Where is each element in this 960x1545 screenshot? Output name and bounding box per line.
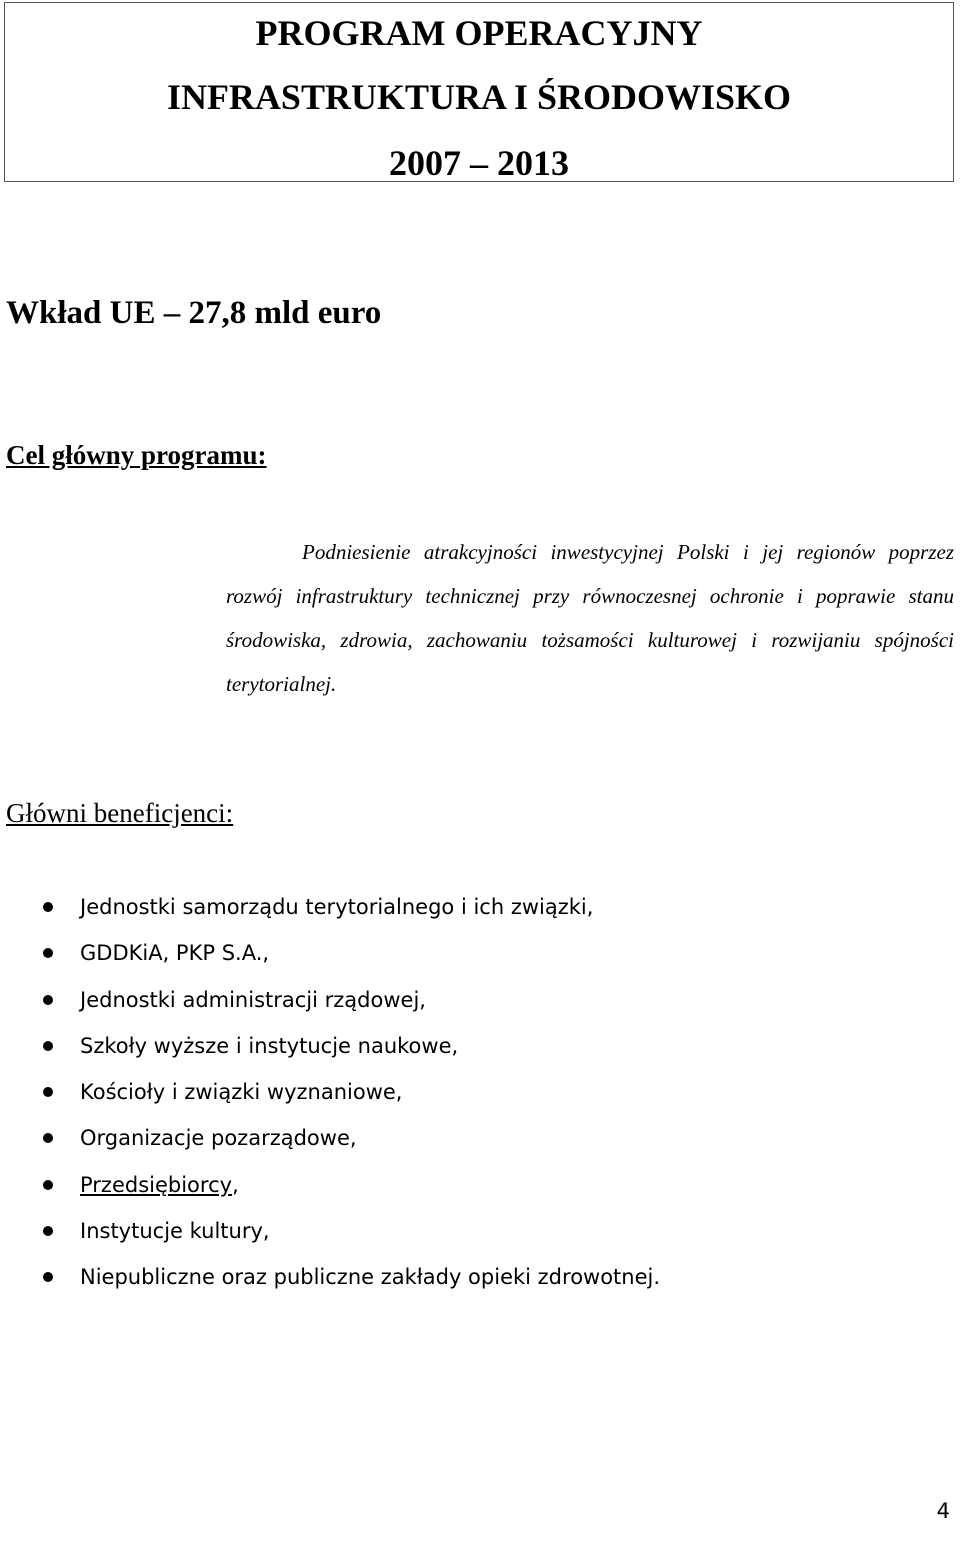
list-item-suffix: , [232, 1172, 239, 1197]
list-item [0, 1208, 660, 1254]
bullet-icon [43, 995, 53, 1005]
beneficiaries-heading: Główni beneficjenci: [6, 798, 234, 828]
goal-heading: Cel główny programu: [6, 440, 267, 470]
list-item-label: Niepubliczne oraz publiczne zakłady opieki zdrowotnej. [80, 1265, 661, 1290]
goal-text: Podniesienie atrakcyjności inwestycyjnej Polski i jej regionów poprzez rozwój infrastruktury technicznej przy równoczesnej ochronie i poprawie stanu środowiska, zdrowia, zachowaniu tożsamości kulturowej i rozwijaniu spójności terytorialnej. [226, 540, 954, 696]
list-item [0, 1162, 660, 1208]
list-item-label: Kościoły i związki wyznaniowe, [80, 1080, 403, 1105]
list-item [0, 1254, 660, 1300]
list-item-label: Jednostki samorządu terytorialnego i ich związki, [80, 895, 594, 919]
list-item [0, 1115, 660, 1161]
bullet-icon [43, 902, 53, 912]
list-item [0, 930, 660, 976]
bullet-icon [43, 1180, 53, 1190]
bullet-icon [43, 1087, 53, 1097]
bullet-icon [43, 948, 53, 958]
list-item [0, 977, 660, 1023]
bullet-icon [43, 1133, 53, 1143]
title-box [4, 2, 954, 182]
list-item-label: GDDKiA, PKP S.A., [80, 941, 270, 966]
page-number: 4 [936, 1499, 950, 1523]
program-title-line-1: PROGRAM OPERACYJNY [255, 13, 703, 53]
eu-contribution: Wkład UE – 27,8 mld euro [6, 295, 382, 331]
bullet-icon [43, 1041, 53, 1051]
program-title-line-2: INFRASTRUKTURA I ŚRODOWISKO [166, 77, 792, 117]
list-item-label: Jednostki administracji rządowej, [80, 987, 426, 1012]
bullet-icon [43, 1226, 53, 1236]
list-item [0, 884, 660, 930]
bullet-icon [43, 1272, 53, 1282]
beneficiaries-list [0, 884, 660, 1301]
program-period: 2007 – 2013 [389, 143, 569, 183]
list-item-label: Instytucje kultury, [80, 1219, 270, 1244]
list-item [0, 1023, 660, 1069]
list-item [0, 1069, 660, 1115]
list-item-label: Szkoły wyższe i instytucje naukowe, [80, 1033, 459, 1058]
entrepreneurs-link[interactable]: Przedsiębiorcy [80, 1172, 233, 1197]
list-item-label: Organizacje pozarządowe, [80, 1126, 357, 1151]
